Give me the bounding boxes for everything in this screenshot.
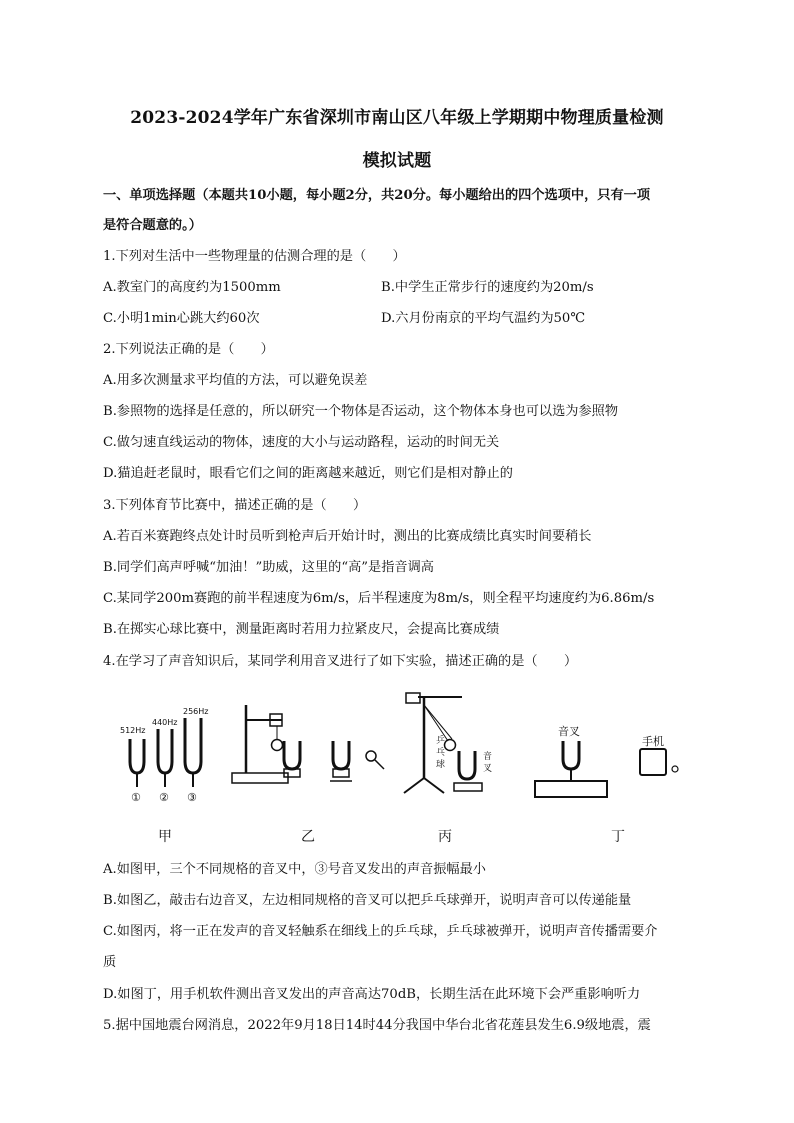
fork-number-3: ③ [187, 791, 197, 804]
svg-text:叉: 叉 [483, 764, 493, 774]
question-2-option-c: C.做匀速直线运动的物体，速度的大小与运动路程，运动的时间无关 [103, 435, 500, 450]
svg-text:球: 球 [436, 760, 446, 770]
freq-label-2: 440Hz [152, 718, 178, 727]
question-1-option-d: D.六月份南京的平均气温约为50℃ [381, 311, 586, 326]
question-4-option-b: B.如图乙，敲击右边音叉，左边相同规格的音叉可以把乒乓球弹开，说明声音可以传递能量 [103, 893, 632, 908]
question-1-stem: 1.下列对生活中一些物理量的估测合理的是（ ） [103, 249, 406, 264]
tuning-fork-3 [185, 718, 201, 773]
figure-ding [535, 724, 678, 797]
tuning-fork-1 [130, 739, 144, 773]
tuning-fork-2 [158, 729, 172, 773]
phone-icon [640, 749, 666, 775]
question-2-option-b: B.参照物的选择是任意的，所以研究一个物体是否运动，这个物体本身也可以选为参照物 [103, 404, 619, 419]
question-4-stem: 4.在学习了声音知识后，某同学利用音叉进行了如下实验，描述正确的是（ ） [103, 654, 578, 669]
question-2-stem: 2.下列说法正确的是（ ） [103, 342, 274, 357]
question-2-option-a: A.用多次测量求平均值的方法，可以避免误差 [103, 373, 368, 388]
svg-text:乒: 乒 [436, 736, 446, 746]
tuning-fork-ding [563, 741, 579, 769]
question-4-option-d: D.如图丁，用手机软件测出音叉发出的声音高达70dB，长期生活在此环境下会严重影响听力 [103, 987, 641, 1002]
question-1-option-c: C.小明1min心跳大约60次 [103, 311, 260, 326]
question-5-stem: 5.据中国地震台网消息，2022年9月18日14时44分我国中华台北省花莲县发生6.9级地震，震 [103, 1018, 651, 1033]
question-3-option-d: B.在掷实心球比赛中，测量距离时若用力拉紧皮尺，会提高比赛成绩 [103, 622, 500, 637]
tuning-fork-figure [0, 683, 794, 843]
striker-mallet [366, 751, 376, 761]
fork-number-1: ① [131, 791, 141, 804]
freq-label-1: 512Hz [120, 726, 146, 735]
question-3-option-b: B.同学们高声呼喊“加油！”助威，这里的“高”是指音调高 [103, 560, 434, 575]
freq-label-3: 256Hz [183, 707, 209, 716]
caption-ding: 丁 [611, 829, 625, 845]
phone-label: 手机 [642, 735, 664, 748]
figure-jia [120, 707, 208, 804]
section-heading: 一、单项选择题（本题共10小题，每小题2分，共20分。每小题给出的四个选项中，只有一项 [103, 188, 651, 203]
question-2-option-d: D.猫追赶老鼠时，眼看它们之间的距离越来越近，则它们是相对静止的 [103, 466, 513, 481]
resonance-box [535, 781, 607, 797]
question-1-option-a: A.教室门的高度约为1500mm [103, 280, 281, 295]
fork-number-2: ② [159, 791, 169, 804]
sound-icon [672, 766, 678, 772]
question-4-option-c-cont: 质 [103, 955, 117, 970]
document-subtitle: 模拟试题 [362, 151, 432, 171]
svg-text:乓: 乓 [436, 748, 446, 758]
question-3-option-c: C.某同学200m赛跑的前半程速度为6m/s，后半程速度为8m/s，则全程平均速度约为6.86m/s [103, 591, 655, 606]
tuning-fork-left [284, 741, 300, 769]
pingpong-ball-yi [272, 740, 283, 751]
fork-label-ding: 音叉 [558, 725, 580, 738]
question-4-option-c: C.如图丙，将一正在发声的音叉轻触系在细线上的乒乓球，乒乓球被弹开，说明声音传播需要介 [103, 924, 658, 939]
tuning-fork-right [333, 741, 349, 769]
question-1-option-b: B.中学生正常步行的速度约为20m/s [381, 280, 594, 295]
question-3-option-a: A.若百米赛跑终点处计时员听到枪声后开始计时，测出的比赛成绩比真实时间要稍长 [103, 529, 592, 544]
question-4-option-a: A.如图甲，三个不同规格的音叉中，③号音叉发出的声音振幅最小 [103, 862, 486, 877]
svg-text:音: 音 [483, 752, 493, 762]
document-title: 2023-2024学年广东省深圳市南山区八年级上学期期中物理质量检测 [130, 108, 664, 128]
section-heading-cont: 是符合题意的。） [103, 218, 202, 233]
pingpong-ball-bing [445, 740, 456, 751]
figure-yi [232, 705, 384, 783]
tuning-fork-bing [459, 751, 475, 779]
question-3-stem: 3.下列体育节比赛中，描述正确的是（ ） [103, 498, 367, 513]
caption-jia: 甲 [158, 829, 172, 845]
figure-bing [404, 693, 492, 793]
caption-yi: 乙 [301, 829, 315, 845]
caption-bing: 丙 [438, 829, 452, 845]
